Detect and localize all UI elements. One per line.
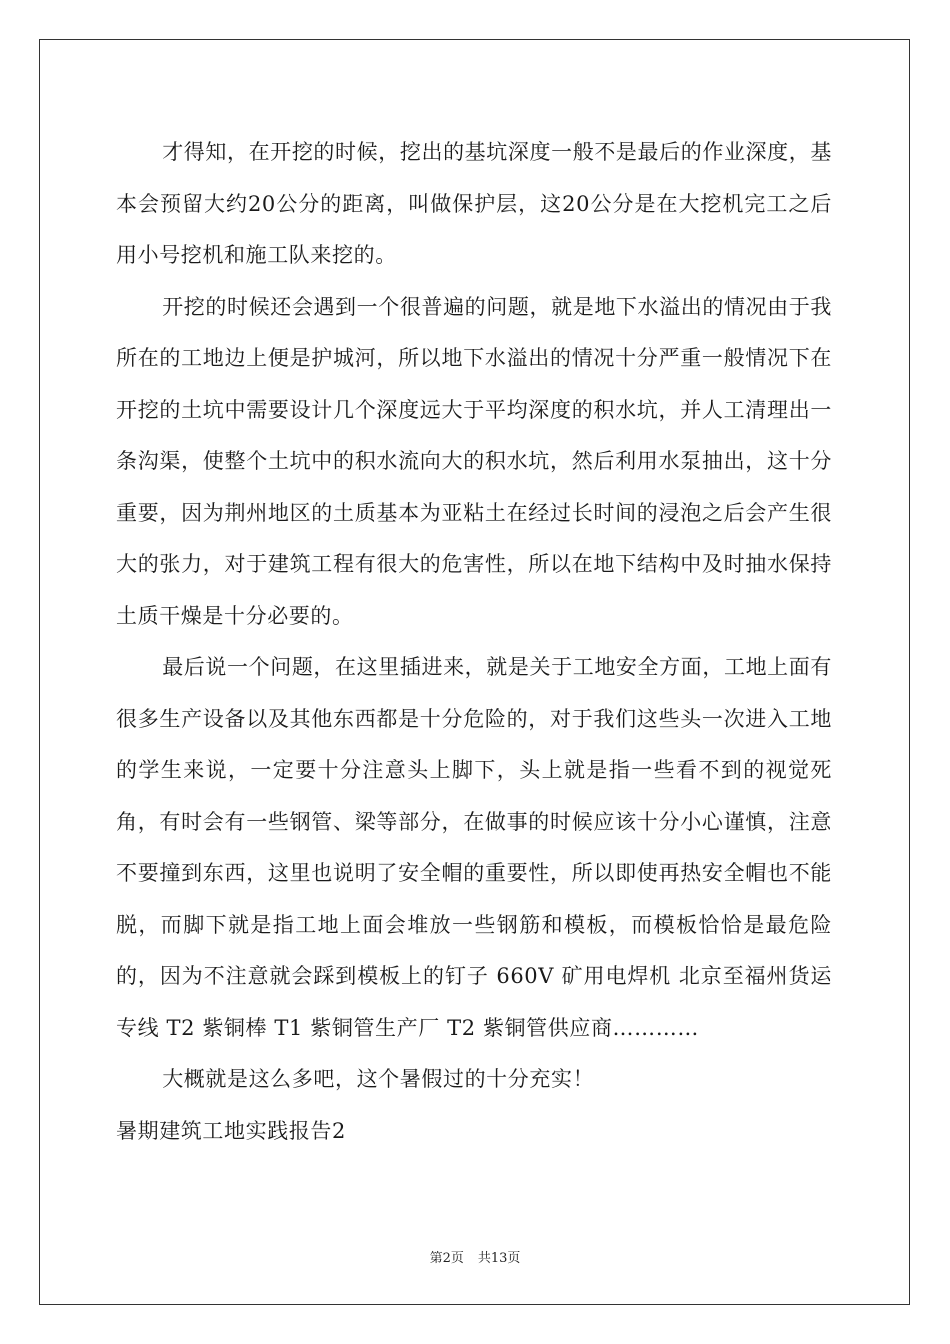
paragraph-4: 大概就是这么多吧，这个暑假过的十分充实！ [162,1067,595,1091]
document-body [116,127,832,1157]
page-number: 第2页 [429,1251,464,1266]
paragraph-3: 最后说一个问题，在这里插进来，就是关于工地安全方面，工地上面有很多生产设备以及其他东西都是十分危险的，对于我们这些头一次进入工地的学生来说，一定要十分注意头上脚下，头上就是指一些看不到的视觉死角，有时会有一些钢管、梁等部分，在做事的时候应该十分小心谨慎，注意不要撞到东西，这里也说明了安全帽的重要性，所以即使再热安全帽也不能脱，而脚下就是指工地上面会堆放一些钢筋和模板，而模板恰恰是最危险的，因为不注意就会踩到模板上的钉子 660V 矿用电焊机 北京至福州货运专线 T2 紫铜棒 T1 紫铜管生产厂 T2 紫铜管供应商………… [116,655,832,1040]
page-total: 共13页 [477,1251,521,1266]
paragraph-1: 才得知，在开挖的时候，挖出的基坑深度一般不是最后的作业深度，基本会预留大约20公分的距离，叫做保护层，这20公分是在大挖机完工之后用小号挖机和施工队来挖的。 [116,140,832,267]
paragraph-2: 开挖的时候还会遇到一个很普遍的问题，就是地下水溢出的情况由于我所在的工地边上便是护城河，所以地下水溢出的情况十分严重一般情况下在开挖的土坑中需要设计几个深度远大于平均深度的积水坑，并人工清理出一条沟渠，使整个土坑中的积水流向大的积水坑，然后利用水泵抽出，这十分重要，因为荆州地区的土质基本为亚粘土在经过长时间的浸泡之后会产生很大的张力，对于建筑工程有很大的危害性，所以在地下结构中及时抽水保持土质干燥是十分必要的。 [116,294,832,628]
section-heading: 暑期建筑工地实践报告2 [116,1118,346,1143]
page-footer [0,1247,950,1266]
